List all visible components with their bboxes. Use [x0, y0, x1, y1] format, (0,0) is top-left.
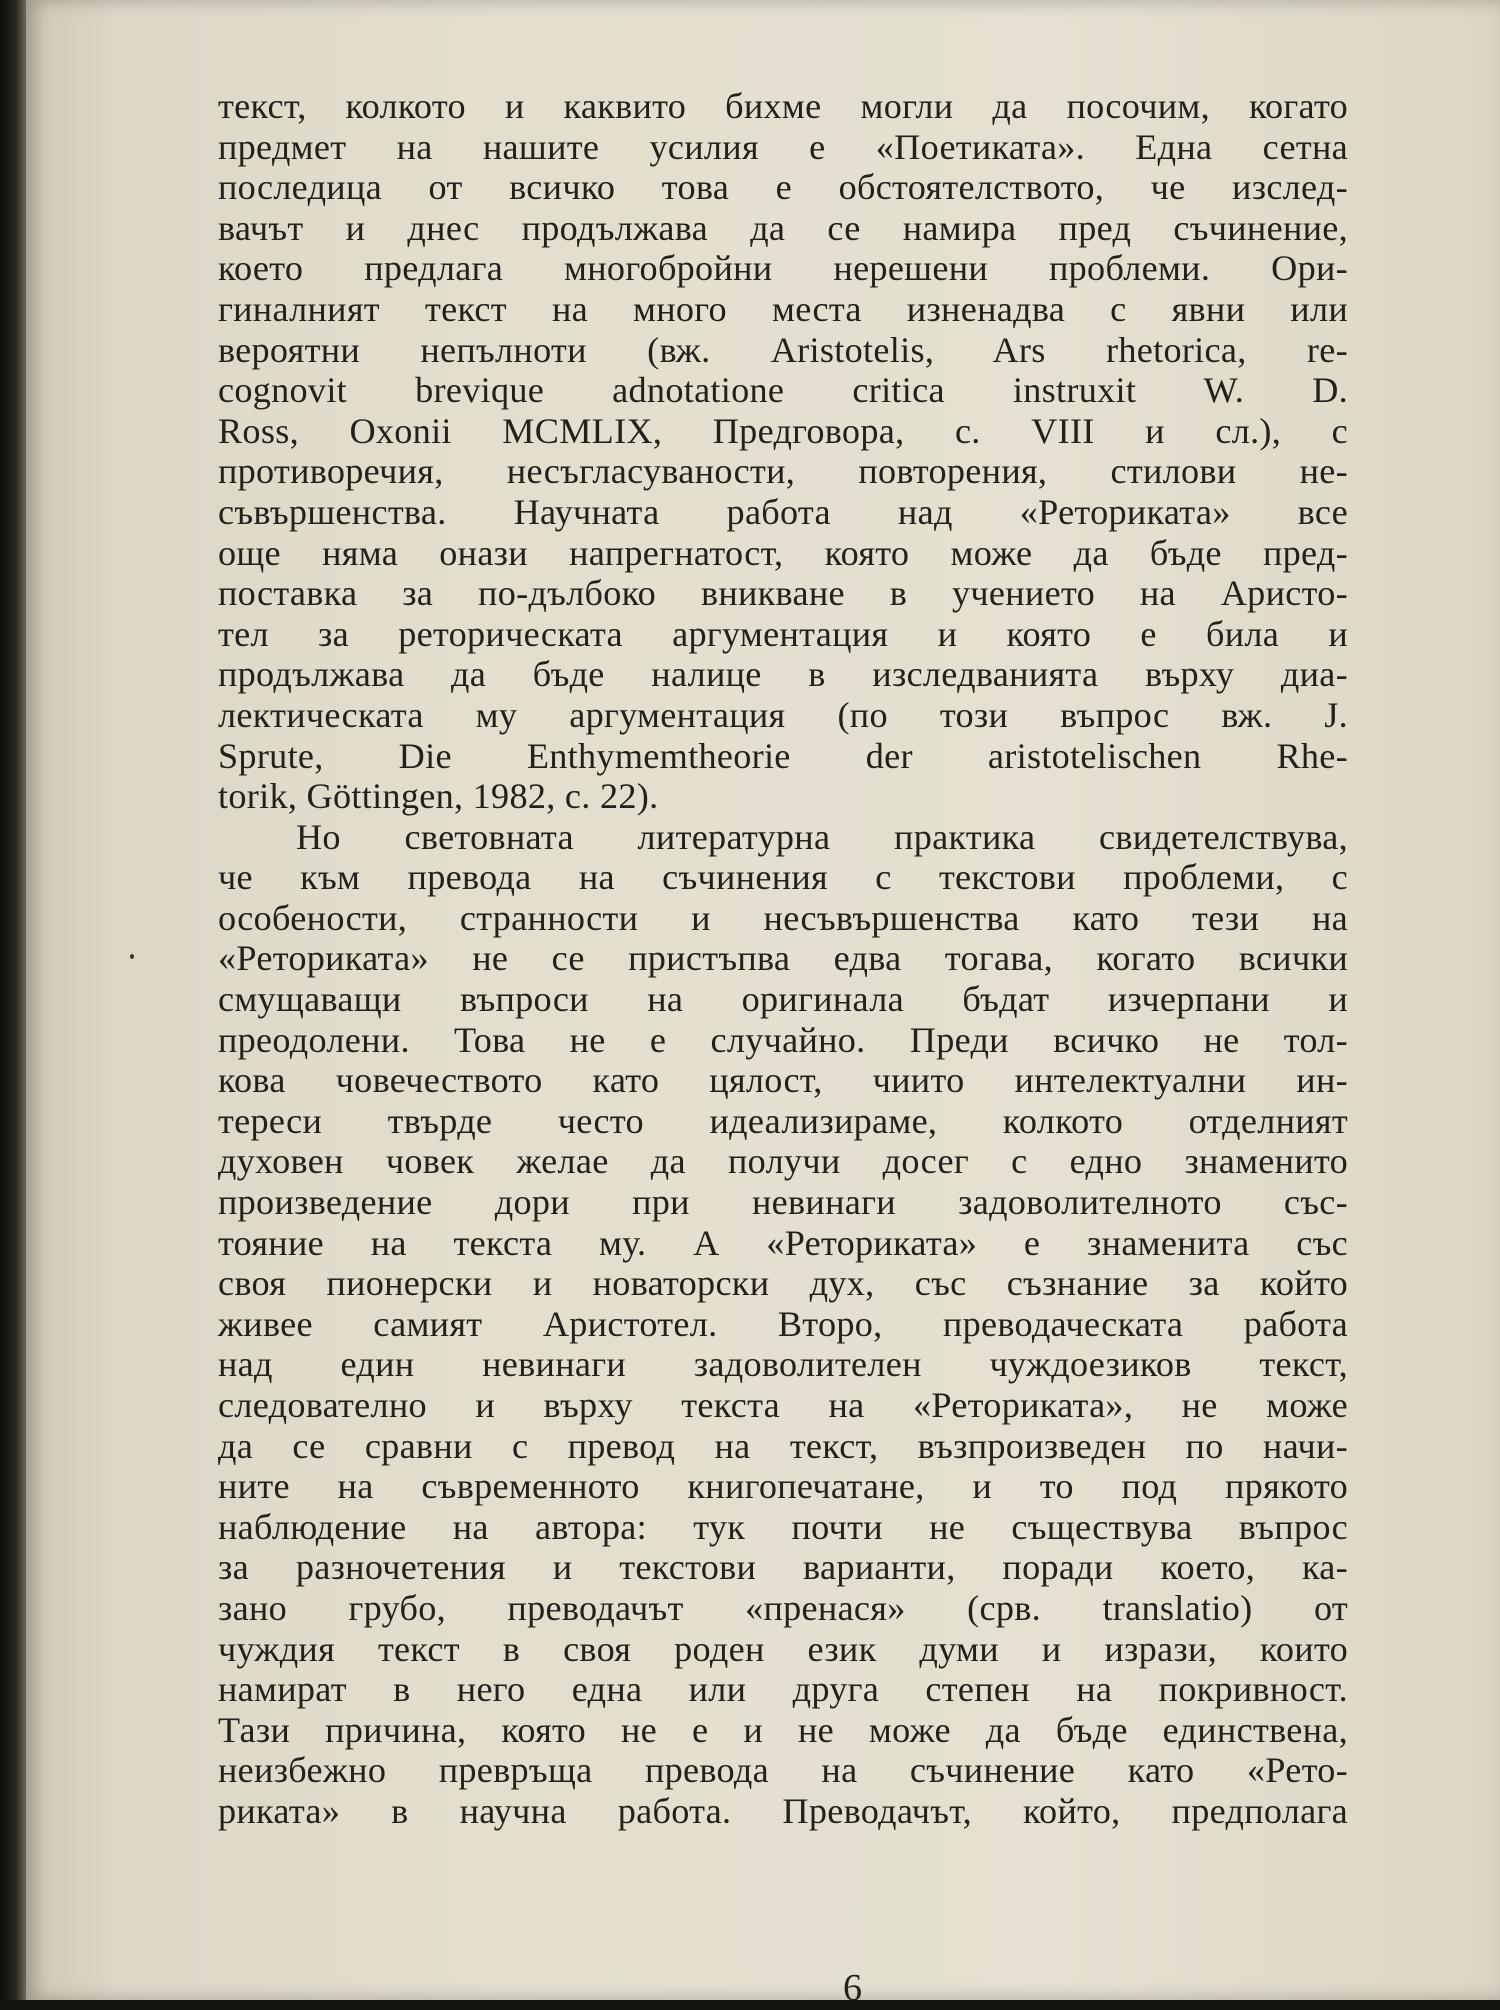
- text-line: ните на съвременното книгопечатане, и то под прякото: [218, 1466, 1348, 1507]
- paragraph-1: [218, 86, 1348, 817]
- text-line: поставка за по-дълбоко вникване в учението на Аристо-: [218, 573, 1348, 614]
- text-line: гиналният текст на много места изненадва с явни или: [218, 288, 1348, 329]
- text-line: torik, Göttingen, 1982, с. 22).: [218, 776, 659, 817]
- text-line: духовен човек желае да получи досег с едно знаменито: [218, 1141, 1348, 1182]
- text-line: неизбежно превръща превода на съчинение като «Рето-: [218, 1750, 1348, 1791]
- text-line: вероятни непълноти (вж. Aristotelis, Ars rhetorica, re-: [218, 329, 1348, 370]
- text-line: лектическата му аргументация (по този въпрос вж. J.: [218, 694, 1348, 735]
- text-line: което предлага многобройни нерешени проблеми. Ори-: [218, 248, 1348, 289]
- text-line: особености, странности и несъвършенства като тези на: [218, 897, 1348, 938]
- text-line: Sprute, Die Enthymemtheorie der aristotelischen Rhe-: [218, 735, 1348, 776]
- paragraph-2: [218, 817, 1348, 1832]
- text-line: преодолени. Това не е случайно. Преди всичко не тол-: [218, 1019, 1348, 1060]
- text-line: следователно и върху текста на «Реториката», не може: [218, 1385, 1348, 1425]
- text-line: намират в него една или друга степен на покривност.: [218, 1669, 1348, 1710]
- body-text: [218, 86, 1348, 1832]
- text-line: тел за реторическата аргументация и която е била и: [218, 613, 1348, 654]
- text-line: риката» в научна работа. Преводачът, който, предполага: [218, 1790, 1348, 1831]
- text-line: че към превода на съчинения с текстови проблеми, с: [218, 857, 1348, 898]
- text-line: зано грубо, преводачът «пренася» (срв. translatio) от: [218, 1587, 1348, 1628]
- text-line: Но световната литературна практика свидетелствува,: [296, 816, 1348, 857]
- ink-speck: [130, 954, 134, 959]
- text-line: чуждия текст в своя роден език думи и изрази, които: [218, 1628, 1348, 1669]
- text-line: «Реториката» не се пристъпва едва тогава, когато всички: [218, 938, 1348, 979]
- text-line: живее самият Аристотел. Второ, преводаческата работа: [218, 1303, 1348, 1344]
- text-line: Ross, Oxonii MCMLIX, Предговора, с. VIII и сл.), с: [218, 410, 1348, 451]
- text-line: съвършенства. Научната работа над «Реториката» все: [218, 491, 1348, 532]
- text-line: Тази причина, която не е и не може да бъде единствена,: [218, 1709, 1348, 1750]
- book-gutter: [0, 0, 26, 2000]
- text-line: вачът и днес продължава да се намира пред съчинение,: [218, 207, 1348, 248]
- text-line: текст, колкото и каквито бихме могли да посочим, когато: [218, 86, 1348, 126]
- text-line: противоречия, несъгласуваности, повторения, стилови не-: [218, 451, 1348, 492]
- text-line: произведение дори при невинаги задоволителното със-: [218, 1182, 1348, 1223]
- text-line: предмет на нашите усилия е «Поетиката». Една сетна: [218, 126, 1348, 167]
- text-line: наблюдение на автора: тук почти не съществува въпрос: [218, 1506, 1348, 1547]
- text-line: смущаващи въпроси на оригинала бъдат изчерпани и: [218, 979, 1348, 1020]
- text-line: последица от всичко това е обстоятелството, че изслед-: [218, 167, 1348, 208]
- page-number: 6: [843, 1967, 862, 2009]
- text-line: тояние на текста му. А «Реториката» е знаменита със: [218, 1222, 1348, 1263]
- text-line: над един невинаги задоволителен чуждоезиков текст,: [218, 1344, 1348, 1385]
- text-line: продължава да бъде налице в изследванията върху диа-: [218, 654, 1348, 695]
- text-line: още няма онази напрегнатост, която може да бъде пред-: [218, 532, 1348, 573]
- text-line: своя пионерски и новаторски дух, със съзнание за който: [218, 1263, 1348, 1304]
- text-line: тереси твърде често идеализираме, колкото отделният: [218, 1100, 1348, 1141]
- text-line: за разночетения и текстови варианти, поради което, ка-: [218, 1547, 1348, 1588]
- text-line: cognovit brevique adnotatione critica instruxit W. D.: [218, 370, 1348, 411]
- text-line: да се сравни с превод на текст, възпроизведен по начи-: [218, 1425, 1348, 1466]
- text-line: кова човечеството като цялост, чиито интелектуални ин-: [218, 1060, 1348, 1101]
